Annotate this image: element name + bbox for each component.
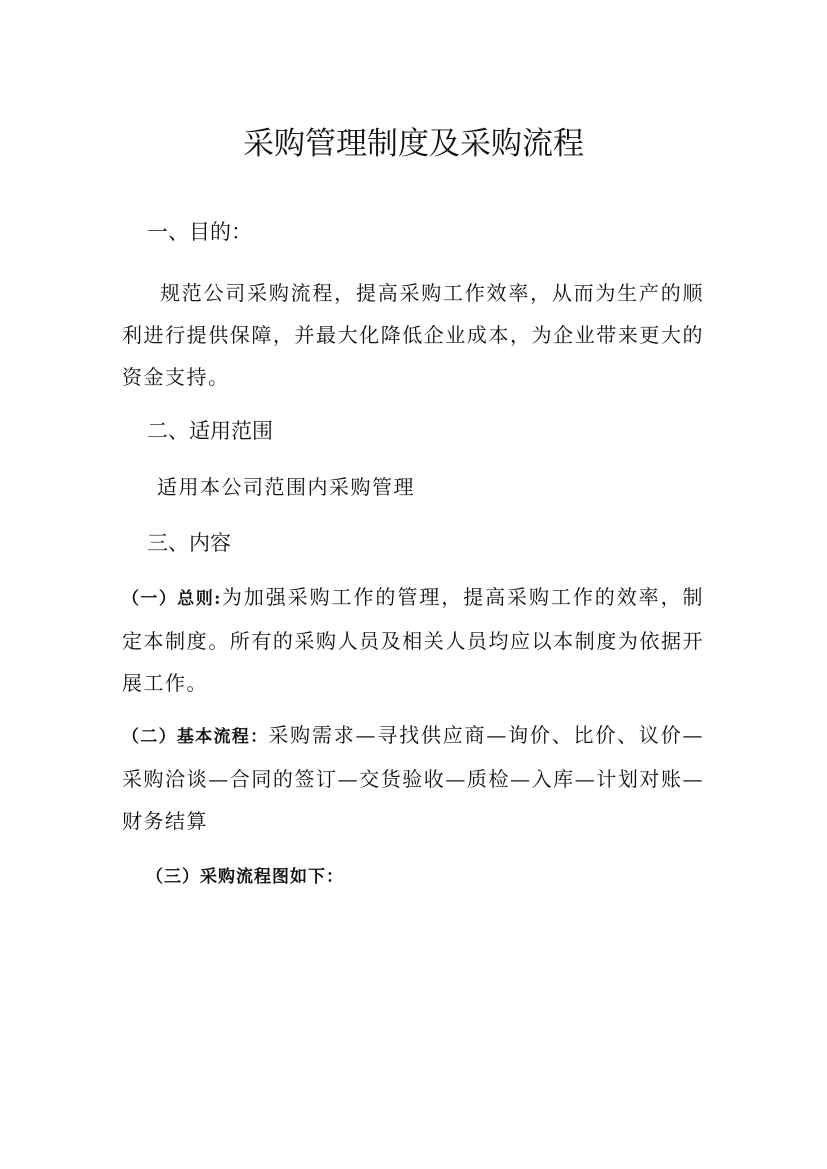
general-rules-lead: （一）总则:	[122, 589, 222, 609]
scope-paragraph: 适用本公司范围内采购管理	[157, 475, 415, 499]
section-heading-scope: 二、适用范围	[147, 419, 273, 443]
flowchart-lead: （三）采购流程图如下：	[146, 867, 344, 887]
document-title: 采购管理制度及采购流程	[243, 126, 584, 162]
general-rules-paragraph	[122, 576, 704, 704]
section-heading-purpose: 一、目的：	[147, 220, 252, 244]
basic-flow-body: 采购需求—寻找供应商—询价、比价、议价—采购洽谈—合同的签订—交货验收—质检—入库—计划对账—财务结算	[122, 723, 705, 833]
basic-flow-paragraph	[122, 714, 704, 842]
general-rules-body: 为加强采购工作的管理，提高采购工作的效率，制定本制度。所有的采购人员及相关人员均应以本制度为依据开展工作。	[122, 585, 705, 695]
basic-flow-lead: （二）基本流程：	[122, 727, 269, 747]
purpose-paragraph: 规范公司采购流程，提高采购工作效率，从而为生产的顺利进行提供保障，并最大化降低企业成本，为企业带来更大的资金支持。	[122, 281, 704, 389]
section-heading-content: 三、内容	[147, 531, 231, 555]
